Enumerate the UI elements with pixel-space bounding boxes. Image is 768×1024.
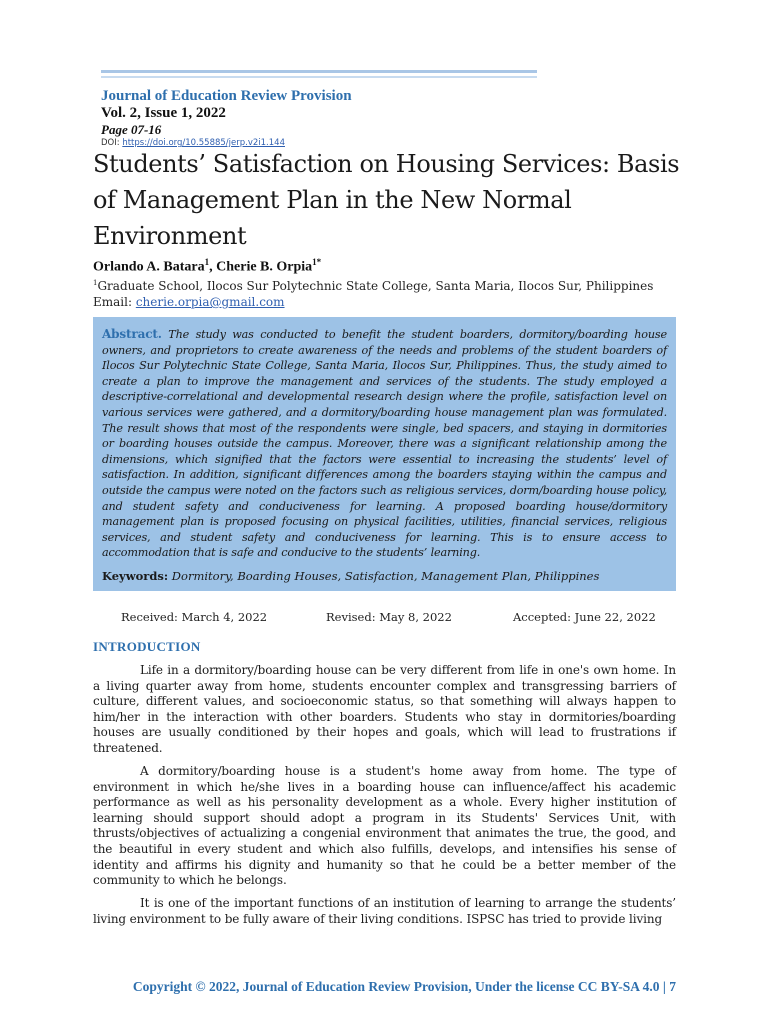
journal-pages: Page 07-16 [101,122,162,137]
affiliation [93,279,693,293]
author-name: Cherie B. Orpia [216,259,313,275]
received-date: Received: March 4, 2022 [121,610,268,624]
body-paragraph: Life in a dormitory/boarding house can be very different from life in one's own home. In a living quarter away from home, students encounter complex and transgressing barriers of culture, different values, and socioeconomic status, so that something will always happen to him/her in the interaction with other boarders. Students who stay in dormitories/boarding houses are usually conditioned by their hopes and goals, which will lead to frustrations if threatened. [93,663,676,755]
article-title: Students’ Satisfaction on Housing Services: Basis of Management Plan in the New Normal Environment [93,150,680,250]
keywords [102,569,667,583]
abstract-paragraph [102,327,667,561]
email-link[interactable]: cherie.orpia@gmail.com [135,295,285,309]
affiliation-text: Graduate School, Ilocos Sur Polytechnic State College, Santa Maria, Ilocos Sur, Philippines [97,279,654,293]
affiliation-mark: 1 [93,279,98,287]
header-rule [101,70,537,73]
section-heading-introduction: INTRODUCTION [93,639,201,654]
doi-label: DOI: [101,138,123,148]
author-affiliation-mark: 1 [204,257,210,267]
email-line [93,295,285,309]
author-separator: , [209,259,217,275]
authors [93,257,321,276]
journal-volume: Vol. 2, Issue 1, 2022 [101,105,226,121]
body-paragraph: A dormitory/boarding house is a student's home away from home. The type of environment in which he/she lives in a boarding house can influence/affect his academic performance as well as his personality development as a whole. Every higher institution of learning should support should adopt a program in its Students' Services Unit, with thrusts/objectives of actualizing a congenial environment that animates the true, the good, and the beautiful in every student and which also fulfills, develops, and intensifies his sense of identity and affirms his dignity and humanity so that he could be a better member of the community to which he belongs. [93,764,676,888]
revised-date: Revised: May 8, 2022 [326,610,452,624]
abstract-box [93,317,676,591]
keywords-label: Keywords: [102,568,169,583]
journal-name: Journal of Education Review Provision [101,88,352,104]
accepted-date: Accepted: June 22, 2022 [513,610,656,624]
page-footer: Copyright © 2022, Journal of Education Review Provision, Under the license CC BY-SA 4.0 | 7 [132,979,676,994]
abstract-text: The study was conducted to benefit the student boarders, dormitory/boarding house owners, and proprietors to create awareness of the needs and problems of the student boarders of Ilocos Sur Polytechnic State College, Santa Maria, Ilocos Sur, Philippines. Thus, the study aimed to create a plan to improve the management and services of the students. The study employed a descriptive-correlational and developmental research design where the profile, satisfaction level on various services were gathered, and a dormitory/boarding house management plan was formulated. The result shows that most of the respondents were single, bed spacers, and staying in dormitories or boarding houses outside the campus. Moreover, there was a significant relationship among the dimensions, which signified that the factors were essential to increasing the students’ level of satisfaction. In addition, significant differences among the boarders staying within the campus and outside the campus were noted on the factors such as religious services, dorm/boarding house policy, and student safety and conduciveness for learning. A proposed boarding house/dormitory management plan is proposed focusing on physical facilities, utilities, financial services, religious services, and student safety and conduciveness for learning. This is to ensure access to accommodation that is safe and conducive to the students’ learning. [102,328,667,560]
header-rule-secondary [101,76,537,78]
keywords-text: Dormitory, Boarding Houses, Satisfaction, Management Plan, Philippines [171,568,600,583]
abstract-label: Abstract. [102,327,162,341]
email-label: Email: [93,295,136,309]
doi-link[interactable]: https://doi.org/10.55885/jerp.v2i1.144 [122,138,285,148]
author-affiliation-mark: 1* [312,257,322,267]
author-name: Orlando A. Batara [93,259,205,275]
body-paragraph: It is one of the important functions of an institution of learning to arrange the students’ living environment to be fully aware of their living conditions. ISPSC has tried to provide living [93,896,676,926]
